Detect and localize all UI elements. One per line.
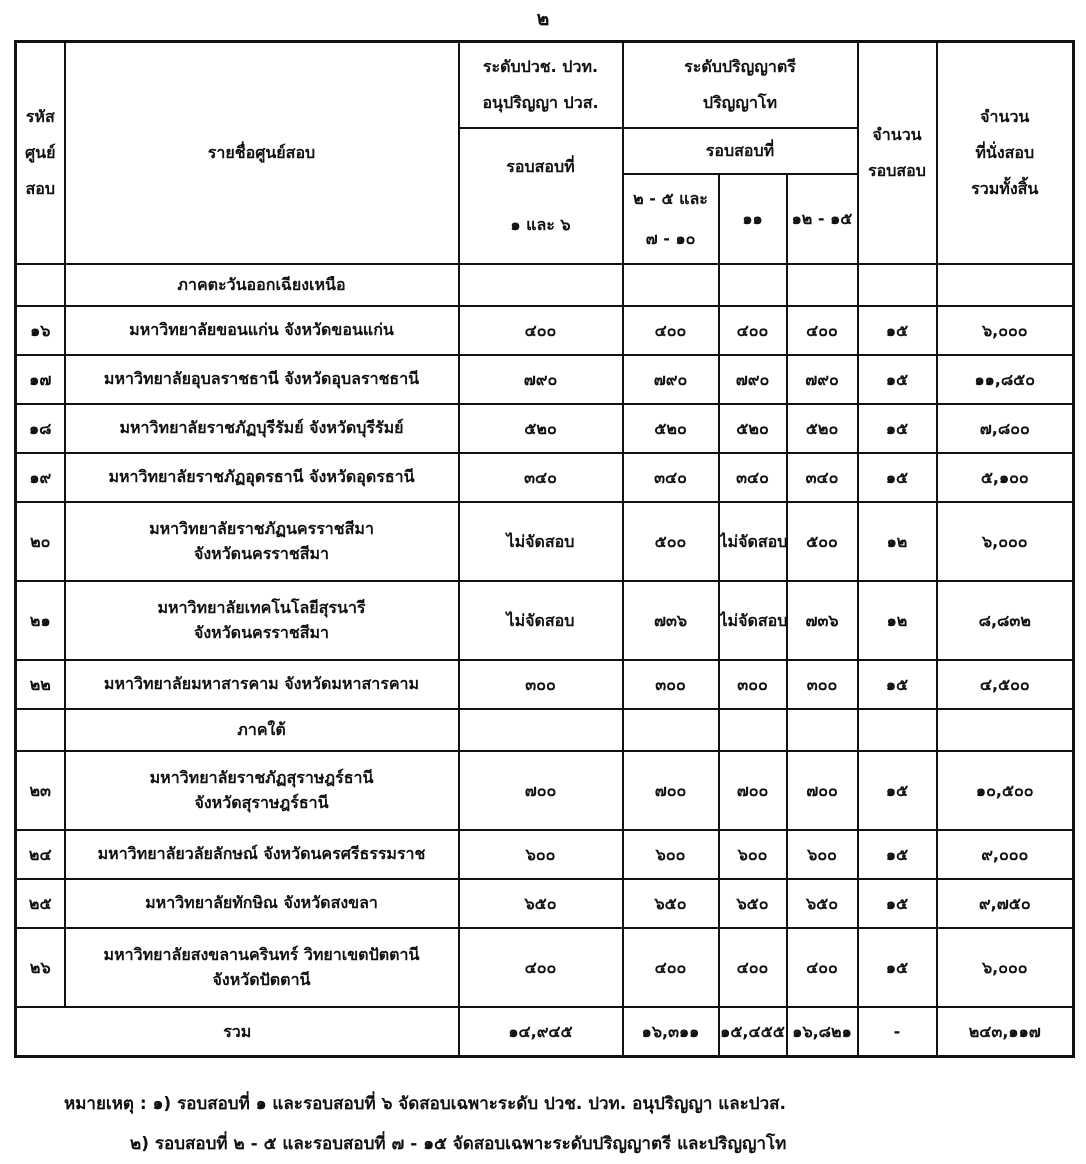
center-name-line1: มหาวิทยาลัยราชภัฏบุรีรัมย์ จังหวัดบุรีรัมย์: [119, 418, 404, 438]
table-row: [16, 879, 1074, 928]
section-empty-cell: [787, 709, 858, 751]
center-code: ๑๗: [16, 355, 65, 404]
center-code: ๑๙: [16, 453, 65, 502]
section-empty-cell: [459, 264, 623, 306]
header-total-seats-line1: จำนวน: [980, 107, 1030, 126]
center-code: ๑๖: [16, 306, 65, 355]
deg-seats-1: ๓๔๐: [623, 453, 719, 502]
deg-seats-2: ไม่จัดสอบ: [719, 581, 787, 660]
center-name-line2: จังหวัดนครราชสีมา: [193, 622, 330, 642]
voc-seats: ๖๕๐: [459, 879, 623, 928]
deg-seats-1: ๖๕๐: [623, 879, 719, 928]
footnote-2: ๒) รอบสอบที่ ๒ - ๕ และรอบสอบที่ ๗ - ๑๕ จัดสอบเฉพาะระดับปริญญาตรี และปริญญาโท: [130, 1134, 787, 1154]
exam-centers-table: [14, 40, 1075, 1058]
header-deg-round-3: ๑๒ - ๑๕: [787, 174, 858, 264]
section-empty-cell: [719, 264, 787, 306]
deg-seats-1: ๗๓๖: [623, 581, 719, 660]
total-seats: ๙,๐๐๐: [937, 830, 1074, 879]
rounds-count: ๑๕: [858, 830, 937, 879]
center-code: ๑๘: [16, 404, 65, 453]
deg-seats-1: ๕๒๐: [623, 404, 719, 453]
deg-seats-3: ๕๒๐: [787, 404, 858, 453]
deg-seats-2: ๖๕๐: [719, 879, 787, 928]
section-empty-cell: [719, 709, 787, 751]
voc-seats: ๗๙๐: [459, 355, 623, 404]
header-deg-round-label: รอบสอบที่: [623, 128, 858, 174]
section-empty-cell: [858, 264, 937, 306]
rounds-count: ๑๒: [858, 502, 937, 581]
header-degree-level-line2: ปริญญาโท: [702, 93, 778, 112]
deg-seats-3: ๕๐๐: [787, 502, 858, 581]
deg-seats-1: ๔๐๐: [623, 928, 719, 1007]
deg-seats-1: ๕๐๐: [623, 502, 719, 581]
center-name-line1: มหาวิทยาลัยสงขลานครินทร์ วิทยาเขตปัตตานี: [103, 944, 420, 964]
total-seats: ๘,๘๓๒: [937, 581, 1074, 660]
deg-seats-3: ๓๔๐: [787, 453, 858, 502]
voc-seats: ๕๒๐: [459, 404, 623, 453]
center-name: [65, 660, 459, 709]
header-degree-level: [623, 42, 858, 129]
header-center-code-line1: รหัส: [25, 107, 55, 126]
deg-seats-1: ๗๐๐: [623, 751, 719, 830]
center-name: [65, 751, 459, 830]
section-row-south: [16, 709, 1074, 751]
center-name-line2: จังหวัดนครราชสีมา: [193, 543, 330, 563]
center-name: [65, 355, 459, 404]
total-label: รวม: [16, 1007, 459, 1057]
voc-seats: ๗๐๐: [459, 751, 623, 830]
deg-seats-2: ๓๔๐: [719, 453, 787, 502]
total-seats: ๙,๗๕๐: [937, 879, 1074, 928]
deg-seats-1: ๗๙๐: [623, 355, 719, 404]
rounds-count: ๑๕: [858, 355, 937, 404]
center-name: [65, 502, 459, 581]
header-deg-round-1-line1: ๒ - ๕ และ: [633, 189, 708, 208]
total-rounds: -: [858, 1007, 937, 1057]
rounds-count: ๑๕: [858, 404, 937, 453]
center-code: ๒๔: [16, 830, 65, 879]
center-name-line1: มหาวิทยาลัยวลัยลักษณ์ จังหวัดนครศรีธรรมราช: [97, 844, 426, 864]
total-deg-seats-3: ๑๖,๘๒๑: [787, 1007, 858, 1057]
header-deg-round-2: ๑๑: [719, 174, 787, 264]
center-name-line1: มหาวิทยาลัยราชภัฏอุดรธานี จังหวัดอุดรธานี: [108, 467, 415, 487]
section-empty-cell: [623, 709, 719, 751]
section-empty-cell: [16, 264, 65, 306]
section-empty-cell: [623, 264, 719, 306]
total-seats: ๔,๕๐๐: [937, 660, 1074, 709]
total-deg-seats-1: ๑๖,๓๑๑: [623, 1007, 719, 1057]
center-name: [65, 830, 459, 879]
center-name: [65, 928, 459, 1007]
header-voc-round-value: ๑ และ ๖: [510, 215, 571, 234]
table-row: [16, 453, 1074, 502]
section-title-south: ภาคใต้: [65, 709, 459, 751]
table-row: [16, 751, 1074, 830]
header-total-seats-line2: ที่นั่งสอบ: [975, 143, 1035, 162]
header-vocational-level-line2: อนุปริญญา ปวส.: [482, 93, 599, 112]
deg-seats-3: ๗๙๐: [787, 355, 858, 404]
center-code: ๒๕: [16, 879, 65, 928]
table-row: [16, 660, 1074, 709]
header-deg-round-1: [623, 174, 719, 264]
rounds-count: ๑๕: [858, 660, 937, 709]
header-vocational-level: [459, 42, 623, 129]
center-code: ๒๓: [16, 751, 65, 830]
center-name-line1: มหาวิทยาลัยอุบลราชธานี จังหวัดอุบลราชธานี: [103, 369, 420, 389]
footnote-1: หมายเหตุ : ๑) รอบสอบที่ ๑ และรอบสอบที่ ๖ จัดสอบเฉพาะระดับ ปวช. ปวท. อนุปริญญา และปวส.: [64, 1094, 786, 1114]
center-name-line1: มหาวิทยาลัยราชภัฏสุราษฎร์ธานี: [149, 767, 374, 787]
section-empty-cell: [787, 264, 858, 306]
center-name-line2: จังหวัดสุราษฎร์ธานี: [194, 792, 329, 812]
center-name-line1: มหาวิทยาลัยทักษิณ จังหวัดสงขลา: [145, 893, 378, 913]
center-name-line2: จังหวัดปัตตานี: [212, 969, 311, 989]
voc-seats: ไม่จัดสอบ: [459, 502, 623, 581]
section-title-northeast: ภาคตะวันออกเฉียงเหนือ: [65, 264, 459, 306]
deg-seats-3: ๖๐๐: [787, 830, 858, 879]
total-seats: ๕,๑๐๐: [937, 453, 1074, 502]
header-center-code-line3: สอบ: [25, 179, 56, 198]
header-deg-round-1-line2: ๗ - ๑๐: [645, 229, 696, 248]
voc-seats: ๓๔๐: [459, 453, 623, 502]
deg-seats-2: ๖๐๐: [719, 830, 787, 879]
deg-seats-1: ๓๐๐: [623, 660, 719, 709]
center-name-line1: มหาวิทยาลัยราชภัฏนครราชสีมา: [149, 518, 374, 538]
center-name: [65, 306, 459, 355]
deg-seats-2: ๕๒๐: [719, 404, 787, 453]
deg-seats-1: ๖๐๐: [623, 830, 719, 879]
deg-seats-3: ๓๐๐: [787, 660, 858, 709]
total-seats: ๖,๐๐๐: [937, 502, 1074, 581]
table-row: [16, 306, 1074, 355]
rounds-count: ๑๕: [858, 879, 937, 928]
voc-seats: ๔๐๐: [459, 928, 623, 1007]
header-rounds-count-line1: จำนวน: [872, 125, 922, 144]
deg-seats-1: ๔๐๐: [623, 306, 719, 355]
footnotes: [0, 1084, 1086, 1164]
header-voc-round: [459, 128, 623, 264]
deg-seats-2: ๔๐๐: [719, 928, 787, 1007]
center-name: [65, 581, 459, 660]
header-degree-level-line1: ระดับปริญญาตรี: [684, 57, 796, 76]
rounds-count: ๑๕: [858, 928, 937, 1007]
center-code: ๒๑: [16, 581, 65, 660]
total-row: [16, 1007, 1074, 1057]
total-seats: ๖,๐๐๐: [937, 306, 1074, 355]
table-row: [16, 830, 1074, 879]
center-name-line1: มหาวิทยาลัยมหาสารคาม จังหวัดมหาสารคาม: [103, 674, 420, 694]
header-center-code: [16, 42, 65, 265]
deg-seats-3: ๖๕๐: [787, 879, 858, 928]
voc-seats: ๔๐๐: [459, 306, 623, 355]
header-total-seats: [937, 42, 1074, 265]
deg-seats-2: ๓๐๐: [719, 660, 787, 709]
total-seats: ๖,๐๐๐: [937, 928, 1074, 1007]
header-voc-round-label: รอบสอบที่: [506, 157, 575, 176]
center-name: [65, 404, 459, 453]
center-code: ๒๒: [16, 660, 65, 709]
section-empty-cell: [937, 709, 1074, 751]
header-row-1: [16, 42, 1074, 129]
table-row: [16, 928, 1074, 1007]
total-seats: ๗,๘๐๐: [937, 404, 1074, 453]
voc-seats: ๖๐๐: [459, 830, 623, 879]
deg-seats-3: ๗๐๐: [787, 751, 858, 830]
rounds-count: ๑๕: [858, 453, 937, 502]
section-empty-cell: [937, 264, 1074, 306]
header-total-seats-line3: รวมทั้งสิ้น: [971, 179, 1039, 198]
voc-seats: ไม่จัดสอบ: [459, 581, 623, 660]
section-empty-cell: [459, 709, 623, 751]
center-name: [65, 453, 459, 502]
section-empty-cell: [858, 709, 937, 751]
total-seats: ๑๐,๕๐๐: [937, 751, 1074, 830]
header-rounds-count: [858, 42, 937, 265]
total-seats: ๑๑,๘๕๐: [937, 355, 1074, 404]
section-row-northeast: [16, 264, 1074, 306]
center-name: [65, 879, 459, 928]
table-row: [16, 404, 1074, 453]
deg-seats-2: ๗๐๐: [719, 751, 787, 830]
total-seats-grand: ๒๔๓,๑๑๗: [937, 1007, 1074, 1057]
header-rounds-count-line2: รอบสอบ: [868, 161, 926, 180]
center-name-line1: มหาวิทยาลัยขอนแก่น จังหวัดขอนแก่น: [129, 320, 394, 340]
deg-seats-2: ๔๐๐: [719, 306, 787, 355]
voc-seats: ๓๐๐: [459, 660, 623, 709]
deg-seats-3: ๔๐๐: [787, 306, 858, 355]
center-code: ๒๖: [16, 928, 65, 1007]
center-name-line1: มหาวิทยาลัยเทคโนโลยีสุรนารี: [157, 597, 366, 617]
rounds-count: ๑๒: [858, 581, 937, 660]
page-number: ๒: [536, 8, 550, 30]
header-center-name: รายชื่อศูนย์สอบ: [65, 42, 459, 265]
header-center-code-line2: ศูนย์: [25, 143, 56, 162]
deg-seats-2: ไม่จัดสอบ: [719, 502, 787, 581]
total-deg-seats-2: ๑๕,๔๕๕: [719, 1007, 787, 1057]
header-vocational-level-line1: ระดับปวช. ปวท.: [482, 57, 599, 76]
table-row: [16, 355, 1074, 404]
deg-seats-3: ๗๓๖: [787, 581, 858, 660]
deg-seats-3: ๔๐๐: [787, 928, 858, 1007]
rounds-count: ๑๕: [858, 306, 937, 355]
center-code: ๒๐: [16, 502, 65, 581]
section-empty-cell: [16, 709, 65, 751]
rounds-count: ๑๕: [858, 751, 937, 830]
deg-seats-2: ๗๙๐: [719, 355, 787, 404]
table-row: [16, 502, 1074, 581]
table-row: [16, 581, 1074, 660]
total-voc-seats: ๑๔,๙๔๕: [459, 1007, 623, 1057]
